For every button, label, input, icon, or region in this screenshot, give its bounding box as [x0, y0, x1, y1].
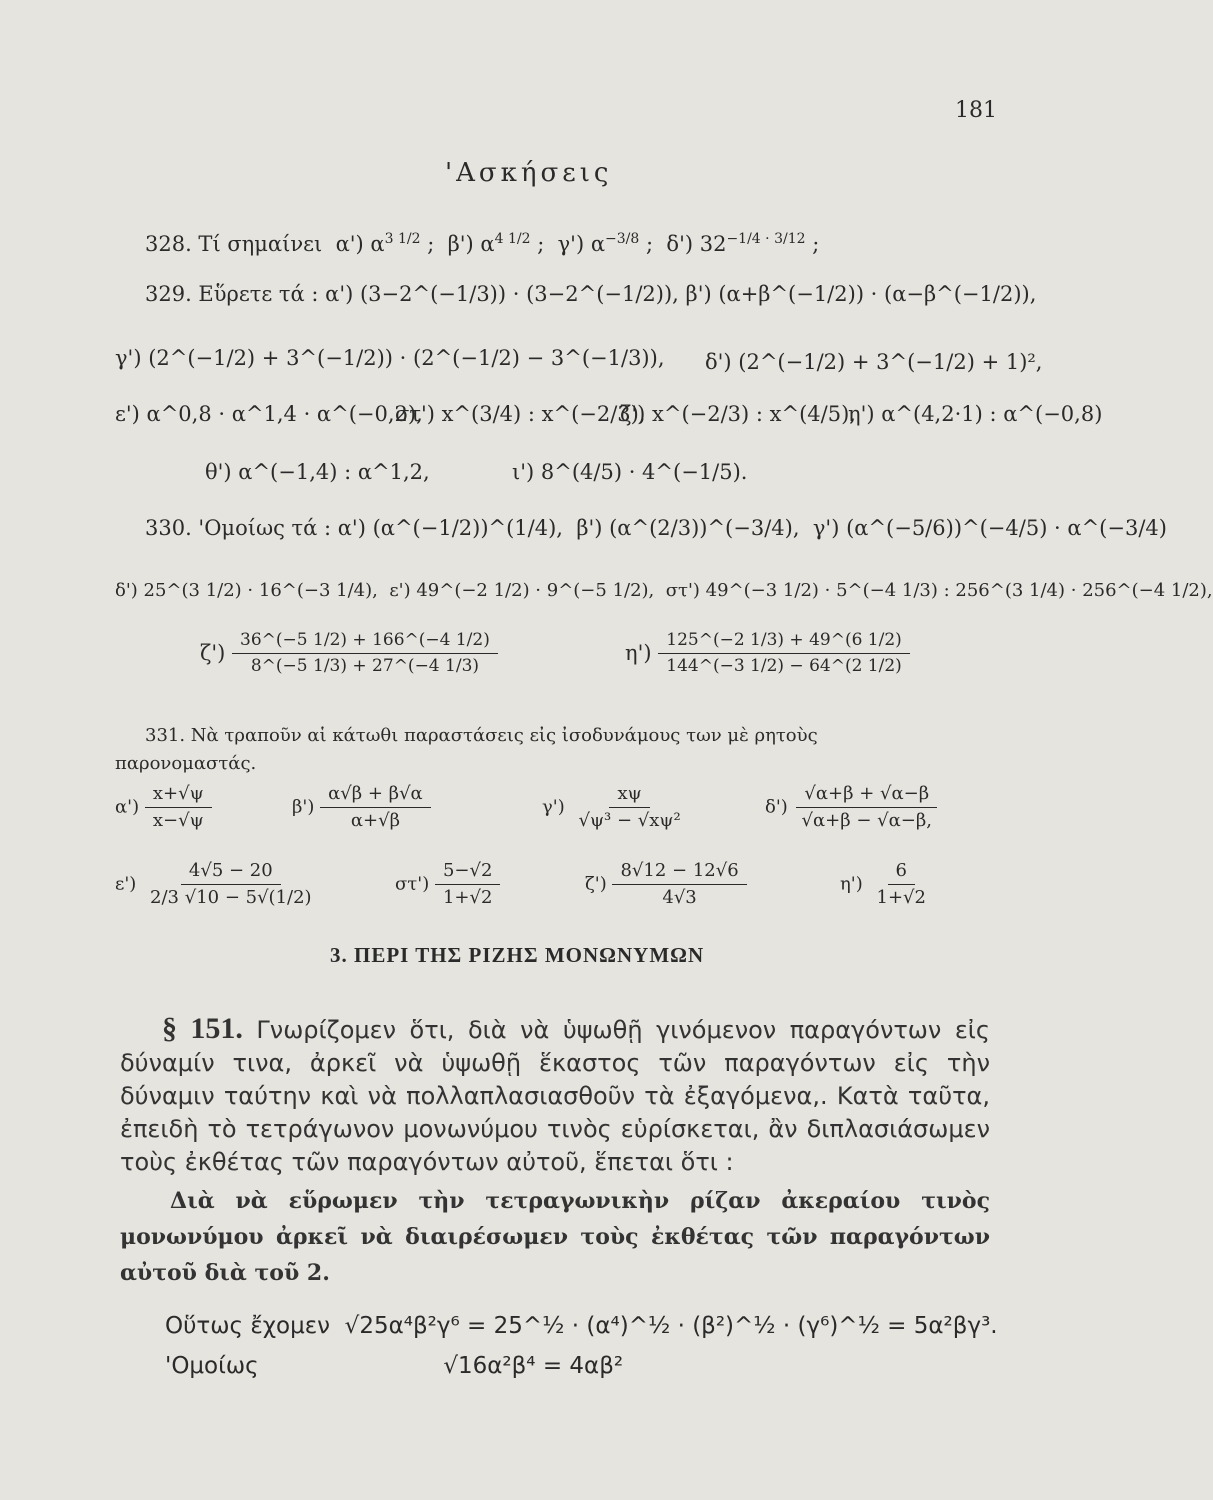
ex329-a: α') (3−2^(−1/3)) · (3−2^(−1/2)), — [325, 282, 679, 306]
ex330-h-denominator: 144^(−3 1/2) − 64^(2 1/2) — [666, 656, 902, 676]
example-1 — [165, 1315, 998, 1338]
ex331-e — [115, 862, 320, 907]
exercise-328 — [145, 232, 819, 255]
ex328-b-base: α — [480, 232, 495, 256]
ex330-h — [625, 632, 910, 675]
ex331-d-numerator: √α+β + √α−β — [796, 785, 937, 808]
ex331-b-numerator: α√β + β√α — [320, 785, 431, 808]
ex331-st — [395, 862, 500, 907]
ex330-g: γ') (α^(−5/6))^(−4/5) · α^(−3/4) — [812, 516, 1167, 540]
ex329-h: η') α^(4,2·1) : α^(−0,8) — [848, 402, 1103, 426]
ex331-b-label: β') — [292, 796, 315, 818]
ex330-h-numerator: 125^(−2 1/3) + 49^(6 1/2) — [658, 632, 910, 654]
ex331-z-fraction — [612, 862, 746, 907]
ex330-z-label: ζ') — [200, 641, 226, 665]
ex331-g-label: γ') — [542, 796, 565, 818]
ex330-z — [200, 632, 498, 675]
ex328-d-label: δ') — [666, 232, 694, 256]
ex331-z-label: ζ') — [585, 873, 607, 895]
ex329-g: γ') (2^(−1/2) + 3^(−1/2)) · (2^(−1/2) − 3^(−1/3)), — [115, 346, 665, 370]
ex331-e-numerator: 4√5 − 20 — [181, 862, 281, 885]
ex331-e-denominator: 2/3 √10 − 5√(1/2) — [150, 887, 312, 908]
ex329-st: στ') x^(3/4) : x^(−2/3), — [395, 402, 646, 426]
exercises-title: 'Ασκήσεις — [445, 158, 613, 188]
ex328-b-sep: ; — [537, 232, 545, 256]
ex331-h — [840, 862, 934, 907]
ex328-lead: 328. Τί σημαίνει — [145, 232, 323, 256]
ex331-z-denominator: 4√3 — [662, 887, 697, 908]
ex331-a-numerator: x+√ψ — [145, 785, 212, 808]
ex329-z: ζ') x^(−2/3) : x^(4/5), — [620, 402, 856, 426]
ex328-g-base: α — [590, 232, 606, 256]
rule-statement: Διὰ νὰ εὕρωμεν τὴν τετραγωνικὴν ρίζαν ἀκεραίου τινὸς μονωνύμου ἀρκεῖ νὰ διαιρέσωμεν τοὺς ἐκθέτας τῶν παραγόντων αὐτοῦ διὰ τοῦ 2. — [120, 1188, 990, 1286]
example-2-expression: √16α²β⁴ = 4αβ² — [443, 1353, 624, 1379]
ex328-d-base: 32 — [699, 232, 727, 256]
example-2 — [165, 1355, 623, 1378]
ex331-d — [765, 785, 940, 830]
ex331-a-label: α') — [115, 796, 140, 818]
ex328-g-label: γ') — [557, 232, 585, 256]
ex330-st: στ') 49^(−3 1/2) · 5^(−4 1/3) : 256^(3 1/4) · 256^(−4 1/2), — [665, 580, 1213, 601]
ex328-a-exp: 3 1/2 — [384, 231, 421, 247]
ex329-th: θ') α^(−1,4) : α^1,2, — [205, 460, 430, 484]
exercise-330-line2 — [115, 582, 1213, 600]
ex330-b: β') (α^(2/3))^(−3/4), — [576, 516, 800, 540]
ex329-b: β') (α+β^(−1/2)) · (α−β^(−1/2)), — [685, 282, 1037, 306]
ex331-h-fraction — [869, 862, 934, 907]
ex328-d-sep: ; — [812, 232, 820, 256]
ex330-lead: 330. 'Ομοίως τά : — [145, 516, 332, 540]
ex329-lead: 329. Εὕρετε τά : — [145, 282, 319, 306]
ex330-d: δ') 25^(3 1/2) · 16^(−3 1/4), — [115, 580, 378, 601]
ex331-z — [585, 862, 747, 907]
ex331-st-label: στ') — [395, 873, 430, 895]
ex328-g-sep: ; — [645, 232, 654, 256]
ex328-d-exp: −1/4 · 3/12 — [726, 231, 806, 247]
example-1-expression: √25α⁴β²γ⁶ = 25^½ · (α⁴)^½ · (β²)^½ · (γ⁶)^½ = 5α²βγ³. — [344, 1313, 998, 1339]
ex329-d: δ') (2^(−1/2) + 3^(−1/2) + 1)², — [705, 350, 1043, 374]
ex328-a-sep: ; — [427, 232, 435, 256]
ex331-d-label: δ') — [765, 796, 788, 818]
example-2-lead: 'Ομοίως — [165, 1353, 259, 1379]
ex331-d-fraction — [794, 785, 940, 830]
ex331-b-denominator: α+√β — [350, 810, 400, 831]
ex331-st-numerator: 5−√2 — [435, 862, 500, 885]
ex331-a-denominator: x−√ψ — [152, 810, 204, 831]
ex331-e-label: ε') — [115, 873, 137, 895]
ex331-st-denominator: 1+√2 — [442, 887, 493, 908]
ex331-g-denominator: √ψ³ − √xψ² — [578, 810, 681, 831]
ex331-b-fraction — [320, 785, 431, 830]
ex330-h-fraction — [658, 632, 910, 675]
ex331-h-denominator: 1+√2 — [876, 887, 926, 908]
ex330-z-denominator: 8^(−5 1/3) + 27^(−4 1/3) — [250, 656, 480, 676]
exercise-330-line1 — [145, 518, 1167, 539]
section-paragraph — [120, 1012, 990, 1179]
ex328-g-exp: −3/8 — [605, 231, 640, 247]
ex330-z-fraction — [232, 632, 498, 675]
section-mark: § 151. — [162, 1012, 243, 1045]
exercise-329-line1 — [145, 284, 1036, 305]
ex328-a-label: α') — [335, 232, 364, 256]
ex331-lead2: παρονομαστάς. — [115, 753, 257, 774]
ex331-g-numerator: xψ — [609, 785, 649, 808]
ex331-g — [542, 785, 689, 830]
ex330-a: α') (α^(−1/2))^(1/4), — [337, 516, 563, 540]
ex329-i: ι') 8^(4/5) · 4^(−1/5). — [512, 460, 748, 484]
ex328-b-exp: 4 1/2 — [494, 231, 531, 247]
ex330-e: ε') 49^(−2 1/2) · 9^(−5 1/2), — [389, 580, 655, 601]
ex331-e-fraction — [142, 862, 320, 907]
ex331-h-label: η') — [840, 873, 863, 895]
ex331-b — [292, 785, 431, 830]
section-heading: 3. ΠΕΡΙ ΤΗΣ ΡΙΖΗΣ ΜΟΝΩΝΥΜΩΝ — [330, 943, 705, 967]
ex329-e: ε') α^0,8 · α^1,4 · α^(−0,2), — [115, 402, 423, 426]
ex331-h-numerator: 6 — [888, 862, 915, 885]
ex330-h-label: η') — [625, 641, 652, 665]
ex331-st-fraction — [435, 862, 500, 907]
ex328-b-label: β') — [447, 232, 474, 256]
ex330-z-numerator: 36^(−5 1/2) + 166^(−4 1/2) — [232, 632, 498, 654]
example-1-lead: Οὕτως ἔχομεν — [165, 1313, 331, 1339]
ex331-z-numerator: 8√12 − 12√6 — [612, 862, 746, 885]
ex331-a — [115, 785, 212, 830]
ex331-g-fraction — [570, 785, 688, 830]
ex331-lead: 331. Νὰ τραποῦν αἱ κάτωθι παραστάσεις εἰς ἰσοδυνάμους των μὲ ρητοὺς — [145, 725, 818, 746]
ex328-a-base: α — [370, 232, 385, 256]
page-number: 181 — [955, 98, 997, 123]
paragraph-text: Γνωρίζομεν ὅτι, διὰ νὰ ὑψωθῇ γινόμενον παραγόντων εἰς δύναμίν τινα, ἀρκεῖ νὰ ὑψωθῇ ἕκαστος τῶν παραγόντων εἰς τὴν δύναμιν ταύτην καὶ νὰ πολλαπλασιασθοῦν τὰ ἐξαγόμενα,. Κατὰ ταῦτα, ἐπειδὴ τὸ τετράγωνον μονωνύμου τινὸς εὑρίσκεται, ἂν διπλασιάσωμεν τοὺς ἐκθέτας τῶν παραγόντων αὐτοῦ, ἕπεται ὅτι : — [120, 1016, 990, 1176]
ex331-a-fraction — [145, 785, 212, 830]
ex331-d-denominator: √α+β − √α−β, — [801, 810, 933, 831]
